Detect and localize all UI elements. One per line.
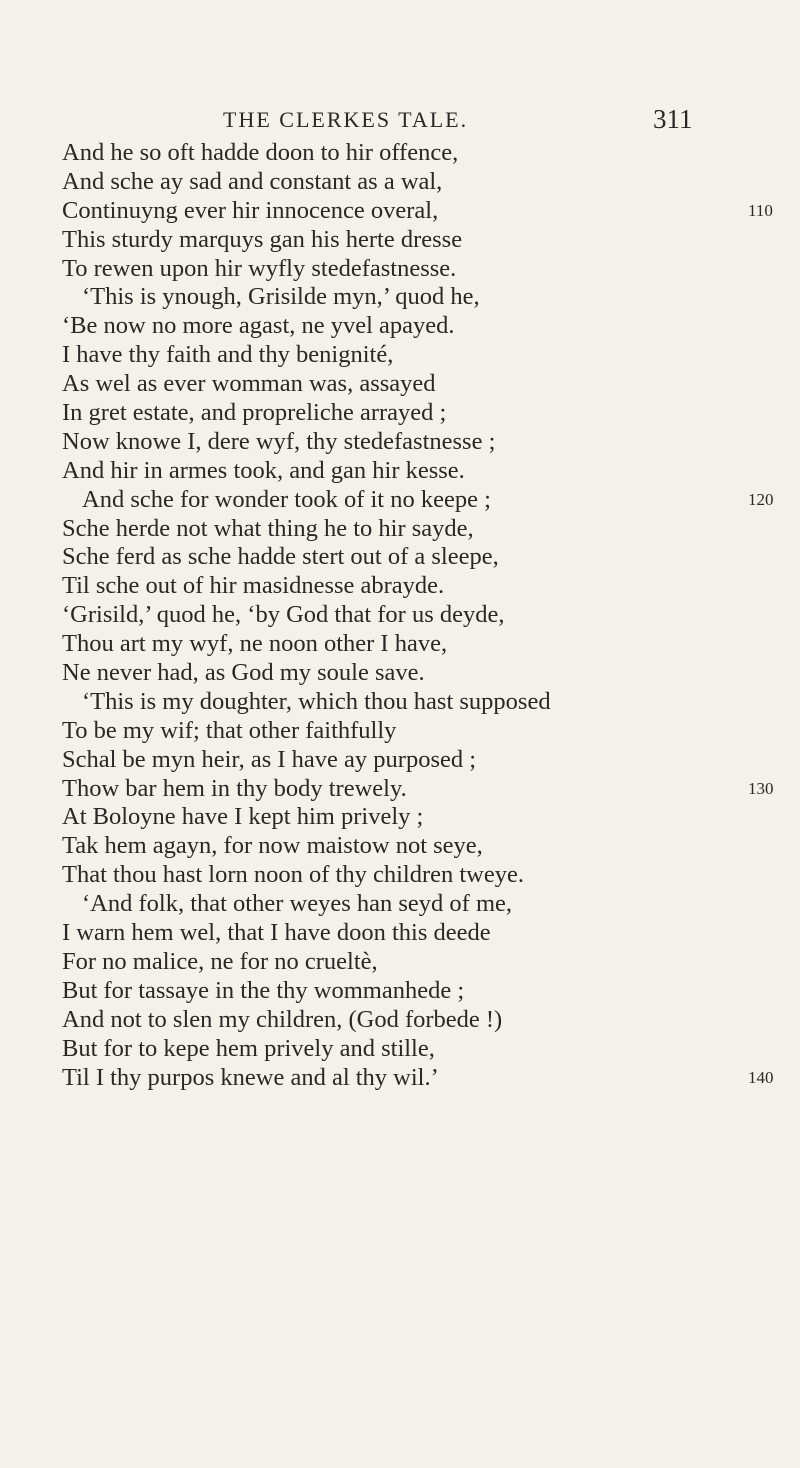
verse-line (0, 226, 800, 255)
verse-text: ‘And folk, that other weyes han seyd of me, (82, 890, 512, 918)
verse-line (0, 341, 800, 370)
verse-line (0, 861, 800, 890)
running-title: THE CLERKES TALE. (223, 107, 469, 132)
verse-text: At Boloyne have I kept him prively ; (62, 803, 424, 831)
verse-text: Thou art my wyf, ne noon other I have, (62, 630, 448, 658)
verse-text: This sturdy marquys gan his herte dresse (62, 225, 463, 253)
verse-line (0, 1006, 800, 1035)
verse-text: ‘Grisild,’ quod he, ‘by God that for us deyde, (62, 601, 505, 629)
verse-text: I have thy faith and thy benignité, (62, 341, 394, 369)
verse-text: Til I thy purpos knewe and al thy wil.’ (62, 1063, 439, 1091)
verse-line (0, 399, 800, 428)
verse-text: But for to kepe hem prively and stille, (62, 1034, 435, 1062)
verse-text: Sche herde not what thing he to hir sayde, (62, 514, 474, 542)
verse-text: As wel as ever womman was, assayed (62, 370, 436, 398)
verse-text: Schal be myn heir, as I have ay purposed ; (62, 745, 477, 773)
verse-text: And not to slen my children, (God forbede !) (62, 1005, 503, 1033)
verse-line (0, 486, 800, 515)
verse-text: Now knowe I, dere wyf, thy stedefastnesse ; (62, 427, 496, 455)
verse-text: To rewen upon hir wyfly stedefastnesse. (62, 254, 457, 282)
verse-text: ‘Be now no more agast, ne yvel apayed. (62, 312, 455, 340)
verse-text: In gret estate, and propreliche arrayed ; (62, 399, 447, 427)
verse-text: That thou hast lorn noon of thy children tweye. (62, 861, 524, 889)
line-number: 120 (748, 489, 774, 509)
verse-text: To be my wif; that other faithfully (62, 716, 397, 744)
verse-text: I warn hem wel, that I have doon this deede (62, 919, 491, 947)
line-number: 130 (748, 778, 774, 798)
line-number: 140 (748, 1067, 774, 1087)
verse-line (0, 515, 800, 544)
verse-line (0, 803, 800, 832)
verse-line (0, 919, 800, 948)
verse-text: ‘This is my doughter, which thou hast supposed (82, 687, 551, 715)
verse-text: Ne never had, as God my soule save. (62, 659, 425, 687)
verse-line (0, 168, 800, 197)
verse-text: And sche ay sad and constant as a wal, (62, 167, 443, 195)
verse-text: ‘This is ynough, Grisilde myn,’ quod he, (82, 283, 480, 311)
verse-line (0, 948, 800, 977)
page-number: 311 (653, 104, 693, 134)
verse-line (0, 312, 800, 341)
verse-line (0, 717, 800, 746)
verse-line (0, 197, 800, 226)
verse-text: Thow bar hem in thy body trewely. (62, 774, 407, 802)
verse-line (0, 601, 800, 630)
verse-line (0, 630, 800, 659)
verse-line (0, 139, 800, 168)
verse-line (0, 688, 800, 717)
verse-line (0, 659, 800, 688)
verse-text: But for tassaye in the thy wommanhede ; (62, 976, 465, 1004)
line-number: 110 (748, 200, 773, 220)
verse-line (0, 890, 800, 919)
verse-line (0, 1064, 800, 1093)
verse-line (0, 1035, 800, 1064)
verse-line (0, 746, 800, 775)
verse-text: Sche ferd as sche hadde stert out of a sleepe, (62, 543, 499, 571)
verse-line (0, 283, 800, 312)
verse-text: Til sche out of hir masidnesse abrayde. (62, 572, 445, 600)
verse-line (0, 775, 800, 804)
verse-line (0, 457, 800, 486)
verse-text: And he so oft hadde doon to hir offence, (62, 139, 459, 166)
verse-line (0, 977, 800, 1006)
verse-text: And hir in armes took, and gan hir kesse. (62, 456, 465, 484)
verse-line (0, 572, 800, 601)
page-header (0, 104, 800, 137)
verse-line (0, 428, 800, 457)
verse-text: Continuyng ever hir innocence overal, (62, 196, 439, 224)
verse-line (0, 543, 800, 572)
verse-text: Tak hem agayn, for now maistow not seye, (62, 832, 483, 860)
poem-text (0, 139, 800, 1092)
verse-text: For no malice, ne for no crueltè, (62, 947, 378, 975)
verse-line (0, 832, 800, 861)
verse-text: And sche for wonder took of it no keepe ; (82, 485, 491, 513)
verse-line (0, 255, 800, 284)
verse-line (0, 370, 800, 399)
